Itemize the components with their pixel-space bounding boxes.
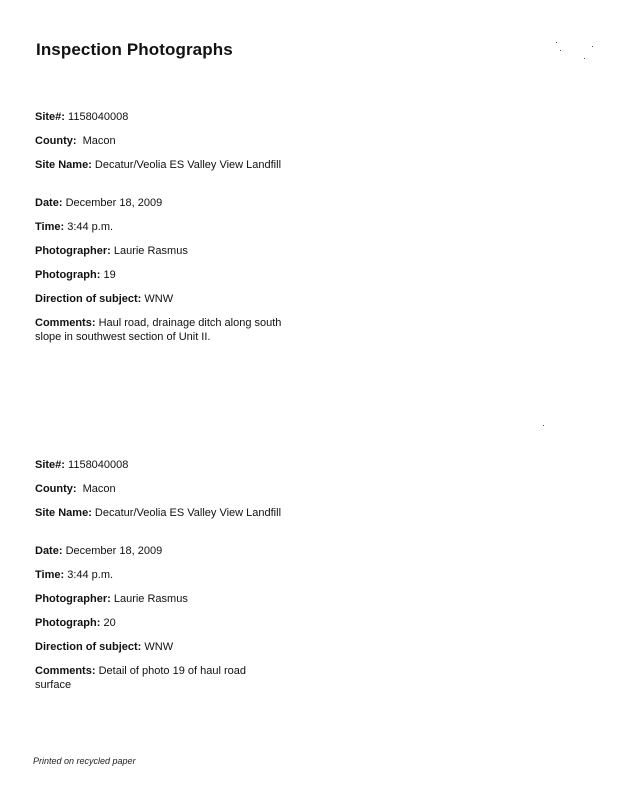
photographer-value: Laurie Rasmus [113, 593, 188, 605]
time-field [35, 568, 285, 582]
photographer-label: Photographer: [35, 245, 111, 257]
date-value: December 18, 2009 [65, 545, 163, 557]
county-label: County: [35, 483, 77, 495]
date-field [35, 196, 285, 210]
scan-speck [584, 58, 585, 59]
time-field [35, 220, 285, 234]
direction-field [35, 292, 285, 306]
time-value: 3:44 p.m. [67, 569, 114, 581]
direction-value: WNW [144, 293, 174, 305]
scan-speck [556, 42, 557, 43]
photograph-value: 20 [103, 617, 116, 629]
photograph-label: Photograph: [35, 269, 101, 281]
comments-field [35, 664, 285, 692]
direction-label: Direction of subject: [35, 641, 142, 653]
site-name-value: Decatur/Veolia ES Valley View Landfill [94, 159, 282, 171]
date-label: Date: [35, 197, 63, 209]
date-field [35, 544, 285, 558]
scan-speck [592, 46, 593, 47]
site-name-label: Site Name: [35, 159, 92, 171]
photograph-label: Photograph: [35, 617, 101, 629]
county-field [35, 482, 285, 496]
photograph-value: 19 [103, 269, 116, 281]
photographer-field [35, 592, 285, 606]
date-value: December 18, 2009 [65, 197, 163, 209]
county-field [35, 134, 285, 148]
direction-value: WNW [144, 641, 174, 653]
photograph-field [35, 268, 285, 282]
photographer-label: Photographer: [35, 593, 111, 605]
comments-value: Haul road, drainage ditch along south slope in southwest section of Unit II. [35, 317, 282, 343]
footer-note: Printed on recycled paper [33, 756, 136, 766]
photographer-field [35, 244, 285, 258]
scan-speck [560, 50, 561, 51]
site-name-value: Decatur/Veolia ES Valley View Landfill [94, 507, 282, 519]
county-value: Macon [82, 135, 116, 147]
site-number-field [35, 458, 285, 472]
county-label: County: [35, 135, 77, 147]
time-value: 3:44 p.m. [67, 221, 114, 233]
county-value: Macon [82, 483, 116, 495]
scan-speck [543, 425, 544, 426]
site-name-field [35, 158, 285, 172]
site-name-label: Site Name: [35, 507, 92, 519]
site-number-value: 1158040008 [68, 459, 129, 471]
direction-field [35, 640, 285, 654]
photographer-value: Laurie Rasmus [113, 245, 188, 257]
comments-label: Comments: [35, 317, 96, 329]
time-label: Time: [35, 569, 65, 581]
site-number-label: Site#: [35, 459, 65, 471]
comments-field [35, 316, 285, 344]
site-number-label: Site#: [35, 111, 65, 123]
time-label: Time: [35, 221, 65, 233]
comments-label: Comments: [35, 665, 96, 677]
date-label: Date: [35, 545, 63, 557]
direction-label: Direction of subject: [35, 293, 142, 305]
photograph-field [35, 616, 285, 630]
site-number-field [35, 110, 285, 124]
site-name-field [35, 506, 285, 520]
page-title: Inspection Photographs [36, 40, 233, 59]
comments-value: Detail of photo 19 of haul road surface [35, 665, 246, 691]
site-number-value: 1158040008 [68, 111, 129, 123]
